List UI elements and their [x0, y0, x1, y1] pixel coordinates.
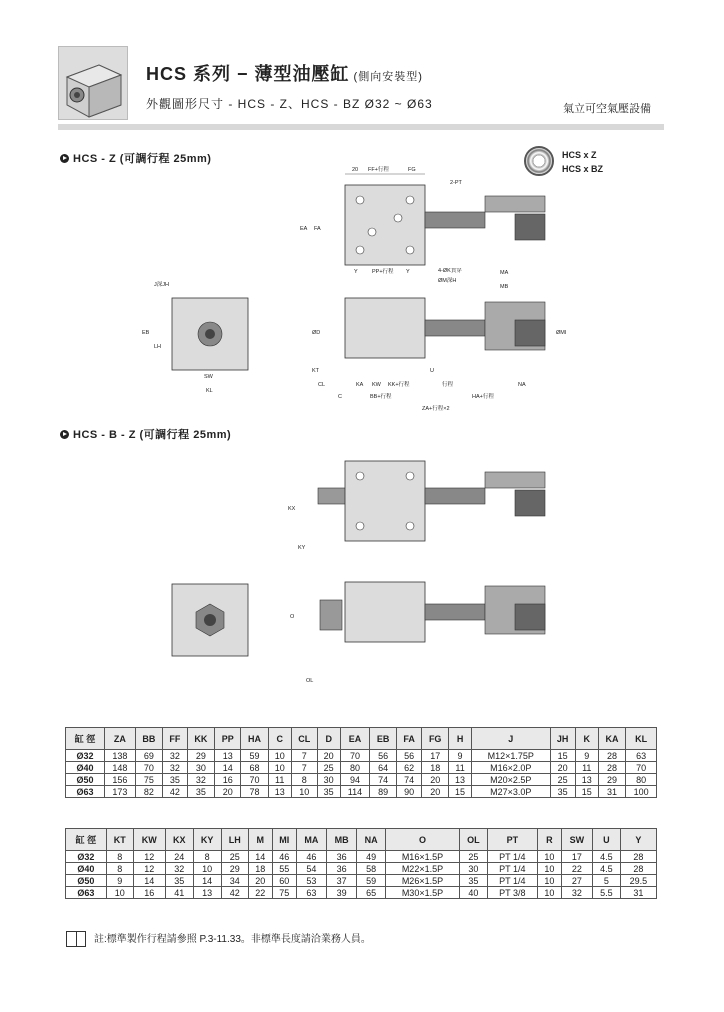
section-marker-icon [60, 430, 69, 439]
table-cell: 32 [163, 750, 187, 762]
table-cell: 10 [537, 863, 561, 875]
table-cell: 114 [340, 786, 370, 798]
table-row [66, 774, 657, 786]
table-cell: 13 [268, 786, 291, 798]
table-1-header-cell: FF [163, 728, 187, 750]
table-1-header-cell: KA [598, 728, 626, 750]
table-row [66, 863, 657, 875]
table-cell: 58 [357, 863, 386, 875]
table-cell: 55 [272, 863, 296, 875]
table-cell: 46 [296, 851, 326, 863]
table-cell: 70 [135, 762, 163, 774]
header-divider [58, 124, 664, 130]
bore-size-cell: Ø32 [66, 750, 105, 762]
table-1-header-cell: ZA [105, 728, 136, 750]
table-cell: 80 [626, 774, 657, 786]
table-2-header-cell: 缸 徑 [66, 829, 107, 851]
table-cell: 25 [221, 851, 248, 863]
table-row [66, 851, 657, 863]
label-d: ØD [312, 330, 321, 336]
table-2-header-cell: NA [357, 829, 386, 851]
label-lh: LH [154, 344, 162, 350]
footnote: 註:標準製作行程請參照 P.3-11.33。非標準長度請洽業務人員。 [66, 930, 371, 947]
table-cell: 8 [291, 774, 317, 786]
table-cell: 74 [397, 774, 422, 786]
table-1-header-cell: H [449, 728, 472, 750]
table-2-header-cell: KW [133, 829, 165, 851]
table-1-header-cell: KK [187, 728, 215, 750]
table-1-header-cell: JH [550, 728, 575, 750]
table-2-header-cell: O [386, 829, 460, 851]
table-cell: M26×1.5P [386, 875, 460, 887]
table-cell: 35 [459, 875, 487, 887]
label-sw: SW [204, 374, 213, 380]
label-y: Y [354, 269, 358, 275]
table-cell: 70 [626, 762, 657, 774]
bore-size-cell: Ø40 [66, 762, 105, 774]
label-na: NA [518, 382, 526, 388]
table-cell: 13 [193, 887, 221, 899]
page-title: HCS 系列 − 薄型油壓缸 (側向安裝型) [146, 64, 423, 84]
table-2-header-cell: OL [459, 829, 487, 851]
label-kw: KW [372, 382, 381, 388]
bore-size-cell: Ø32 [66, 851, 107, 863]
label-fa: FA [314, 226, 321, 232]
table-cell: 70 [241, 774, 269, 786]
table-cell: 20 [215, 786, 241, 798]
label-y2: Y [406, 269, 410, 275]
bore-size-cell: Ø40 [66, 863, 107, 875]
table-cell: 4.5 [592, 863, 620, 875]
table-cell: M16×1.5P [386, 851, 460, 863]
table-cell: 20 [550, 762, 575, 774]
table-cell: 40 [459, 887, 487, 899]
table-cell: 7 [291, 762, 317, 774]
product-thumbnail-image [58, 46, 128, 120]
table-cell: 59 [241, 750, 269, 762]
table-cell: 16 [215, 774, 241, 786]
spec-table-2-body [66, 851, 657, 899]
table-cell: 28 [620, 851, 656, 863]
label-mb: MB [500, 284, 509, 290]
table-cell: 75 [272, 887, 296, 899]
table-cell: 18 [422, 762, 449, 774]
table-1-header-cell: PP [215, 728, 241, 750]
bore-size-cell: Ø63 [66, 887, 107, 899]
table-cell: 10 [537, 875, 561, 887]
table-cell: 8 [193, 851, 221, 863]
section-title-hcs-z: HCS - Z (可調行程 25mm) [60, 150, 211, 166]
table-cell: 32 [165, 863, 193, 875]
drawing-bz-top-view [258, 436, 568, 556]
table-cell: 42 [163, 786, 187, 798]
table-cell: 11 [449, 762, 472, 774]
bore-size-cell: Ø63 [66, 786, 105, 798]
table-cell: 94 [340, 774, 370, 786]
label-pp: PP+行程 [372, 269, 394, 275]
label-kt: KT [312, 368, 320, 374]
label-eb: EB [142, 330, 150, 336]
table-cell: 32 [163, 762, 187, 774]
table-1-header-cell: J [472, 728, 550, 750]
label-c: C [338, 394, 342, 400]
label-fg: FG [408, 167, 416, 173]
label-za: ZA+行程×2 [422, 406, 450, 412]
table-cell: 14 [133, 875, 165, 887]
table-cell: 8 [106, 851, 133, 863]
section-title-hcs-b-z: HCS - B - Z (可調行程 25mm) [60, 426, 231, 442]
label-cl: CL [318, 382, 326, 388]
table-cell: 63 [626, 750, 657, 762]
table-cell: 59 [357, 875, 386, 887]
table-1-header-cell: FA [397, 728, 422, 750]
table-cell: 10 [291, 786, 317, 798]
table-cell: 4.5 [592, 851, 620, 863]
table-cell: 10 [268, 762, 291, 774]
label-u: U [430, 368, 434, 374]
table-cell: 100 [626, 786, 657, 798]
table-cell: 10 [537, 887, 561, 899]
table-cell: 31 [620, 887, 656, 899]
table-cell: 156 [105, 774, 136, 786]
table-cell: 30 [317, 774, 340, 786]
table-cell: 35 [317, 786, 340, 798]
table-cell: 15 [550, 750, 575, 762]
label-mi: ØMI [556, 330, 567, 336]
table-1-header-cell: HA [241, 728, 269, 750]
table-cell: 22 [248, 887, 272, 899]
table-1-header-cell: CL [291, 728, 317, 750]
table-2-header-cell: M [248, 829, 272, 851]
table-cell: 14 [248, 851, 272, 863]
table-cell: 148 [105, 762, 136, 774]
bore-size-cell: Ø50 [66, 774, 105, 786]
drawing-z-front-view [140, 278, 270, 398]
table-2-header-cell: SW [561, 829, 592, 851]
table-cell: 35 [187, 786, 215, 798]
table-cell: M12×1.75P [472, 750, 550, 762]
spec-table-1-body [66, 750, 657, 798]
table-cell: 15 [575, 786, 598, 798]
table-cell: 39 [327, 887, 357, 899]
table-cell: 30 [459, 863, 487, 875]
table-2-header-cell: R [537, 829, 561, 851]
table-cell: 49 [357, 851, 386, 863]
table-cell: 25 [459, 851, 487, 863]
table-cell: 37 [327, 875, 357, 887]
label-2pt: 2-PT [450, 180, 462, 186]
table-cell: 9 [575, 750, 598, 762]
table-cell: 30 [187, 762, 215, 774]
table-2-header-cell: KT [106, 829, 133, 851]
table-2-header-cell: MI [272, 829, 296, 851]
table-cell: 25 [550, 774, 575, 786]
table-cell: M30×1.5P [386, 887, 460, 899]
table-2-header-cell: PT [487, 829, 537, 851]
drawing-bz-side-view [270, 560, 570, 700]
table-cell: 36 [327, 863, 357, 875]
table-row [66, 750, 657, 762]
table-cell: 32 [561, 887, 592, 899]
table-cell: 75 [135, 774, 163, 786]
legend-row-bz: HCS x BZ [562, 164, 604, 174]
legend-row-z: HCS x Z [562, 150, 597, 160]
table-1-header-cell: EA [340, 728, 370, 750]
table-cell: 20 [248, 875, 272, 887]
table-cell: M16×2.0P [472, 762, 550, 774]
table-cell: 64 [370, 762, 397, 774]
table-cell: 35 [165, 875, 193, 887]
table-cell: 25 [317, 762, 340, 774]
table-cell: 65 [357, 887, 386, 899]
table-cell: 8 [106, 863, 133, 875]
label-bb: BB+行程 [370, 394, 392, 400]
table-cell: 90 [397, 786, 422, 798]
table-cell: 27 [561, 875, 592, 887]
label-j-jh: J深JH [154, 282, 169, 288]
table-1-header-cell: KL [626, 728, 657, 750]
table-cell: 63 [296, 887, 326, 899]
table-2-header-cell: MA [296, 829, 326, 851]
table-cell: 13 [449, 774, 472, 786]
table-cell: 29 [187, 750, 215, 762]
table-cell: 10 [537, 851, 561, 863]
bore-size-cell: Ø50 [66, 875, 107, 887]
table-cell: 28 [620, 863, 656, 875]
table-cell: 56 [370, 750, 397, 762]
table-cell: 53 [296, 875, 326, 887]
table-row [66, 887, 657, 899]
table-cell: 68 [241, 762, 269, 774]
drawing-z-side-view [300, 268, 580, 418]
table-cell: 29 [221, 863, 248, 875]
table-cell: 36 [327, 851, 357, 863]
table-2-header-cell: Y [620, 829, 656, 851]
label-4k: 4-ØK貫穿 [438, 268, 462, 274]
page-subtitle: 外觀圖形尺寸 - HCS - Z、HCS - BZ Ø32 ~ Ø63 [146, 97, 433, 111]
drawing-z-top-view [290, 160, 570, 280]
table-row [66, 762, 657, 774]
table-2-header-cell: KY [193, 829, 221, 851]
table-1-header-cell: C [268, 728, 291, 750]
table-cell: 35 [550, 786, 575, 798]
table-cell: 28 [598, 750, 626, 762]
label-20: 20 [352, 167, 359, 173]
company-name: 氣立可空氣壓設備 [563, 103, 651, 115]
table-cell: 22 [561, 863, 592, 875]
label-kk: KK+行程 [388, 382, 410, 388]
table-1-header-cell: K [575, 728, 598, 750]
spec-table-2 [65, 828, 657, 899]
table-cell: 41 [165, 887, 193, 899]
label-ma: MA [500, 270, 509, 276]
table-cell: 78 [241, 786, 269, 798]
table-cell: 20 [422, 786, 449, 798]
label-kx: KX [288, 506, 296, 512]
table-cell: 12 [133, 851, 165, 863]
table-cell: 20 [317, 750, 340, 762]
table-cell: 16 [133, 887, 165, 899]
table-cell: 82 [135, 786, 163, 798]
table-cell: 46 [272, 851, 296, 863]
table-cell: 29.5 [620, 875, 656, 887]
table-cell: 9 [106, 875, 133, 887]
table-cell: 69 [135, 750, 163, 762]
table-cell: 32 [187, 774, 215, 786]
spec-table-1-header-row [66, 728, 657, 750]
table-cell: 13 [575, 774, 598, 786]
label-ka: KA [356, 382, 364, 388]
label-ff: FF+行程 [368, 167, 389, 173]
label-ol: OL [306, 678, 314, 684]
table-row [66, 875, 657, 887]
table-cell: 31 [598, 786, 626, 798]
table-cell: 20 [422, 774, 449, 786]
drawing-bz-front-view [140, 572, 270, 682]
book-icon [66, 931, 86, 947]
table-cell: PT 3/8 [487, 887, 537, 899]
table-cell: 80 [340, 762, 370, 774]
table-cell: 15 [449, 786, 472, 798]
table-cell: 70 [340, 750, 370, 762]
table-cell: 18 [248, 863, 272, 875]
table-2-header-cell: U [592, 829, 620, 851]
table-2-header-cell: MB [327, 829, 357, 851]
table-cell: M20×2.5P [472, 774, 550, 786]
table-cell: 7 [291, 750, 317, 762]
table-cell: 62 [397, 762, 422, 774]
table-cell: 12 [133, 863, 165, 875]
table-cell: 9 [449, 750, 472, 762]
table-cell: 89 [370, 786, 397, 798]
table-2-header-cell: LH [221, 829, 248, 851]
table-cell: 10 [106, 887, 133, 899]
table-cell: 74 [370, 774, 397, 786]
label-kl: KL [206, 388, 213, 394]
table-cell: 54 [296, 863, 326, 875]
label-ha: HA+行程 [472, 394, 494, 400]
section-marker-icon [60, 154, 69, 163]
table-1-header-cell: FG [422, 728, 449, 750]
table-cell: M22×1.5P [386, 863, 460, 875]
table-cell: 24 [165, 851, 193, 863]
table-1-header-cell: EB [370, 728, 397, 750]
table-cell: 17 [561, 851, 592, 863]
label-stroke: 行程 [442, 382, 454, 388]
table-cell: 14 [215, 762, 241, 774]
table-cell: 138 [105, 750, 136, 762]
table-cell: 14 [193, 875, 221, 887]
table-1-header-cell: BB [135, 728, 163, 750]
label-mh: ØM深H [438, 278, 457, 284]
table-cell: 11 [575, 762, 598, 774]
table-cell: 10 [268, 750, 291, 762]
label-ea: EA [300, 226, 308, 232]
table-cell: 42 [221, 887, 248, 899]
label-ky: KY [298, 545, 306, 551]
table-cell: 35 [163, 774, 187, 786]
spec-table-1 [65, 727, 657, 798]
table-cell: 29 [598, 774, 626, 786]
table-cell: 5.5 [592, 887, 620, 899]
table-cell: 17 [422, 750, 449, 762]
spec-table-2-header-row [66, 829, 657, 851]
table-cell: 28 [598, 762, 626, 774]
table-cell: 60 [272, 875, 296, 887]
table-cell: M27×3.0P [472, 786, 550, 798]
table-cell: 56 [397, 750, 422, 762]
table-1-header-cell: 缸 徑 [66, 728, 105, 750]
table-cell: PT 1/4 [487, 851, 537, 863]
table-cell: 34 [221, 875, 248, 887]
table-cell: 11 [268, 774, 291, 786]
label-o: O [290, 614, 295, 620]
table-cell: 173 [105, 786, 136, 798]
table-cell: PT 1/4 [487, 875, 537, 887]
table-row [66, 786, 657, 798]
table-cell: 10 [193, 863, 221, 875]
table-1-header-cell: D [317, 728, 340, 750]
table-cell: 5 [592, 875, 620, 887]
table-cell: PT 1/4 [487, 863, 537, 875]
table-2-header-cell: KX [165, 829, 193, 851]
table-cell: 13 [215, 750, 241, 762]
